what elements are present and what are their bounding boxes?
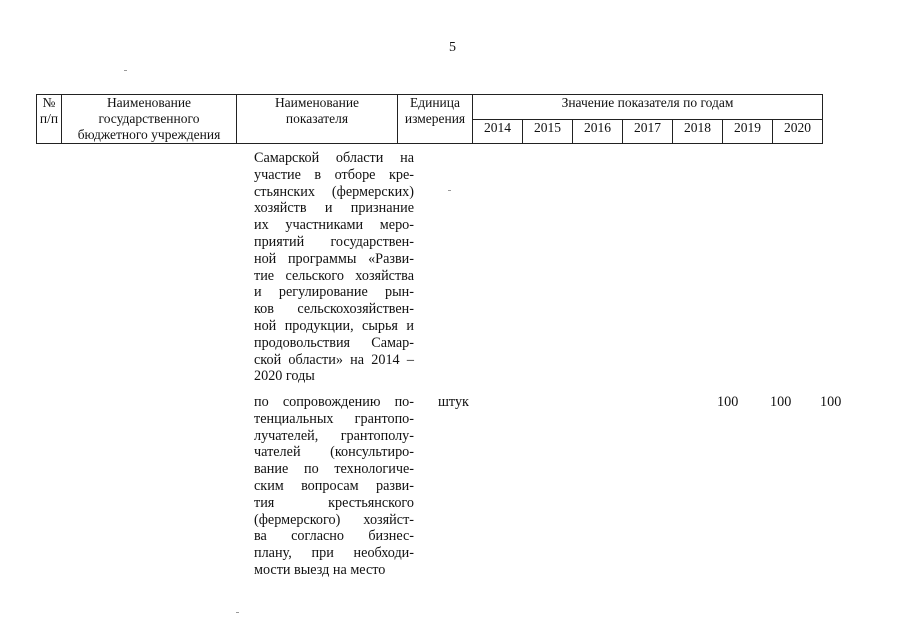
header-unit-line1: Единица bbox=[409, 95, 460, 110]
header-institution-line3: бюджетного учреждения bbox=[77, 127, 221, 142]
row-2-indicator-text bbox=[254, 394, 414, 579]
header-year-2014: 2014 bbox=[473, 119, 523, 144]
indicator-line: стьянских (фермерских) bbox=[254, 183, 414, 200]
header-number-line2: п/п bbox=[39, 111, 59, 126]
indicator-line: вание по технологиче- bbox=[254, 461, 414, 478]
indicator-line: лучателей, грантополу- bbox=[254, 427, 414, 444]
header-indicator-line2: показателя bbox=[285, 111, 349, 126]
indicator-line: чателей (консультиро- bbox=[254, 444, 414, 461]
scan-speck bbox=[448, 190, 451, 191]
row-2-value-2019: 100 bbox=[770, 394, 792, 410]
indicator-line: 2020 годы bbox=[254, 368, 315, 385]
header-number-line1: № bbox=[42, 95, 56, 110]
header-institution-line2: государственного bbox=[98, 111, 200, 126]
header-unit-line2: измерения bbox=[404, 111, 466, 126]
indicator-line: плану, при необходи- bbox=[254, 545, 414, 562]
indicator-line: ной продукции, сырья и bbox=[254, 317, 414, 334]
header-indicator bbox=[237, 95, 398, 144]
indicator-line: участие в отборе кре- bbox=[254, 166, 414, 183]
header-indicator-line1: Наименование bbox=[274, 95, 360, 110]
scan-speck bbox=[236, 612, 239, 613]
header-institution-line1: Наименование bbox=[106, 95, 192, 110]
header-year-2018: 2018 bbox=[673, 119, 723, 144]
header-year-2020: 2020 bbox=[773, 119, 823, 144]
header-year-2019: 2019 bbox=[723, 119, 773, 144]
row-1-indicator-text bbox=[254, 150, 414, 385]
indicator-line: и регулирование рын- bbox=[254, 284, 414, 301]
indicator-line: их участниками меро- bbox=[254, 217, 414, 234]
indicator-line: ским вопросам разви- bbox=[254, 477, 414, 494]
indicator-line: приятий государствен- bbox=[254, 233, 414, 250]
indicator-line: тие сельского хозяйства bbox=[254, 267, 414, 284]
indicator-line: продовольствия Самар- bbox=[254, 334, 414, 351]
indicator-line: ков сельскохозяйствен- bbox=[254, 301, 414, 318]
indicator-line: по сопровождению по- bbox=[254, 394, 414, 410]
indicator-line: мости выезд на место bbox=[254, 561, 386, 578]
indicator-line: (фермерского) хозяйст- bbox=[254, 511, 414, 528]
page-number: 5 bbox=[449, 40, 456, 55]
indicator-line: тия крестьянского bbox=[254, 494, 414, 511]
table-header bbox=[36, 94, 823, 144]
header-institution bbox=[62, 95, 237, 144]
indicator-line: хозяйств и признание bbox=[254, 200, 414, 217]
header-values-group: Значение показателя по годам bbox=[473, 95, 823, 120]
indicator-line: ной программы «Разви- bbox=[254, 250, 414, 267]
header-unit bbox=[398, 95, 473, 144]
header-year-2016: 2016 bbox=[573, 119, 623, 144]
header-number bbox=[37, 95, 62, 144]
indicator-line: Самарской области на bbox=[254, 150, 414, 166]
row-2-value-2020: 100 bbox=[820, 394, 842, 410]
scan-speck bbox=[124, 70, 127, 71]
header-year-2015: 2015 bbox=[523, 119, 573, 144]
indicator-line: ва согласно бизнес- bbox=[254, 528, 414, 545]
row-2-unit: штук bbox=[438, 394, 469, 410]
indicator-line: тенциальных грантопо- bbox=[254, 410, 414, 427]
row-2-value-2018: 100 bbox=[717, 394, 739, 410]
indicator-line: ской области» на 2014 – bbox=[254, 351, 414, 368]
header-year-2017: 2017 bbox=[623, 119, 673, 144]
